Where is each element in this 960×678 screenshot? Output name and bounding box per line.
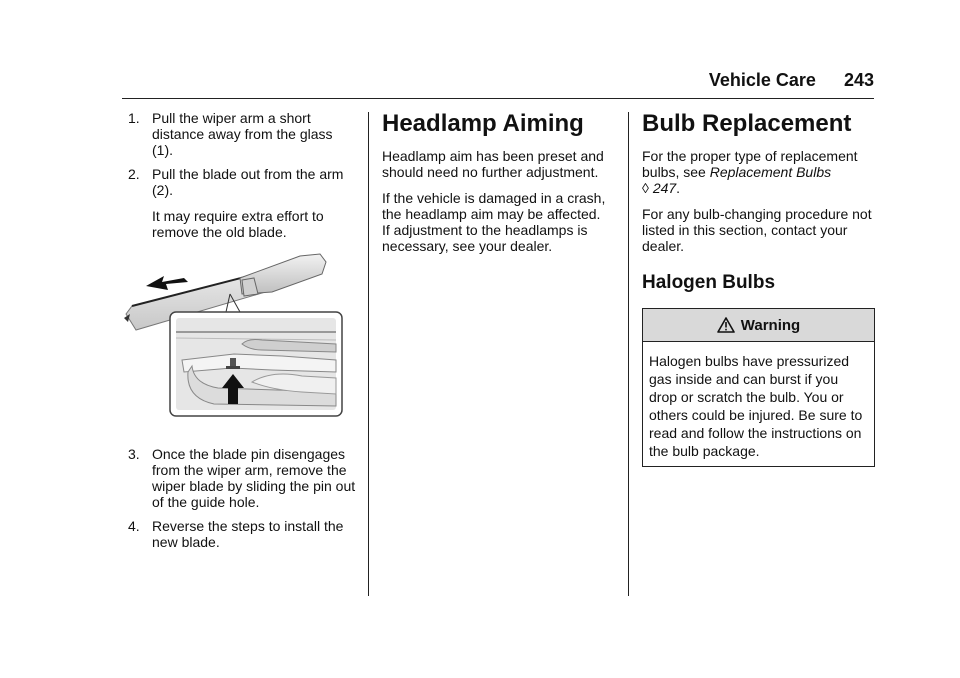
- warning-label: Warning: [740, 316, 801, 334]
- step-note: It may require extra effort to remove the old blade.: [152, 208, 324, 240]
- warning-triangle-icon: [717, 317, 735, 333]
- column-divider: [368, 112, 369, 596]
- page-reference[interactable]: 247: [652, 180, 677, 196]
- warning-box: [642, 308, 875, 467]
- list-item: 2. Pull the blade out from the arm (2). It may require extra effort to remove the old blade.: [128, 166, 356, 240]
- paragraph: For any bulb-changing procedure not listed in this section, contact your dealer.: [642, 206, 872, 254]
- list-item: 1. Pull the wiper arm a short distance away from the glass (1).: [128, 110, 333, 158]
- column-divider: [628, 112, 629, 596]
- paragraph: For the proper type of replacement bulbs, see Replacement Bulbs ◊ 247.: [642, 148, 858, 196]
- page-number: 243: [843, 70, 874, 90]
- page-ref-icon: ◊: [642, 180, 649, 196]
- header-rule: [122, 98, 874, 99]
- page-header: [709, 70, 874, 91]
- column-wiper-steps: [128, 110, 356, 558]
- warning-header: [643, 309, 874, 342]
- list-item: 4. Reverse the steps to install the new blade.: [128, 518, 344, 550]
- section-heading: Bulb Replacement: [642, 110, 852, 137]
- step-list: [128, 110, 356, 240]
- section-title: Vehicle Care: [708, 70, 816, 90]
- step-list: [128, 446, 356, 550]
- list-item: 3. Once the blade pin disengages from the wiper arm, remove the wiper blade by sliding the pin out of the guide hole.: [128, 446, 356, 510]
- column-bulb-replacement: [642, 110, 877, 467]
- paragraph: Headlamp aim has been preset and should need no further adjustment.: [382, 148, 604, 180]
- subsection-heading: Halogen Bulbs: [642, 272, 776, 293]
- section-heading: Headlamp Aiming: [382, 110, 584, 137]
- cross-reference-link[interactable]: Replacement Bulbs: [709, 164, 832, 180]
- warning-text: Halogen bulbs have pressurized gas inside and can burst if you drop or scratch the bulb. You or others could be injured. Be sure to read and follow the instructions on the bulb package.: [649, 353, 863, 459]
- column-headlamp-aiming: [382, 110, 612, 264]
- wiper-blade-drawing: [122, 248, 348, 434]
- wiper-blade-illustration: [122, 248, 348, 434]
- paragraph: If the vehicle is damaged in a crash, the headlamp aim may be affected. If adjustment to the headlamps is necessary, see your dealer.: [382, 190, 606, 254]
